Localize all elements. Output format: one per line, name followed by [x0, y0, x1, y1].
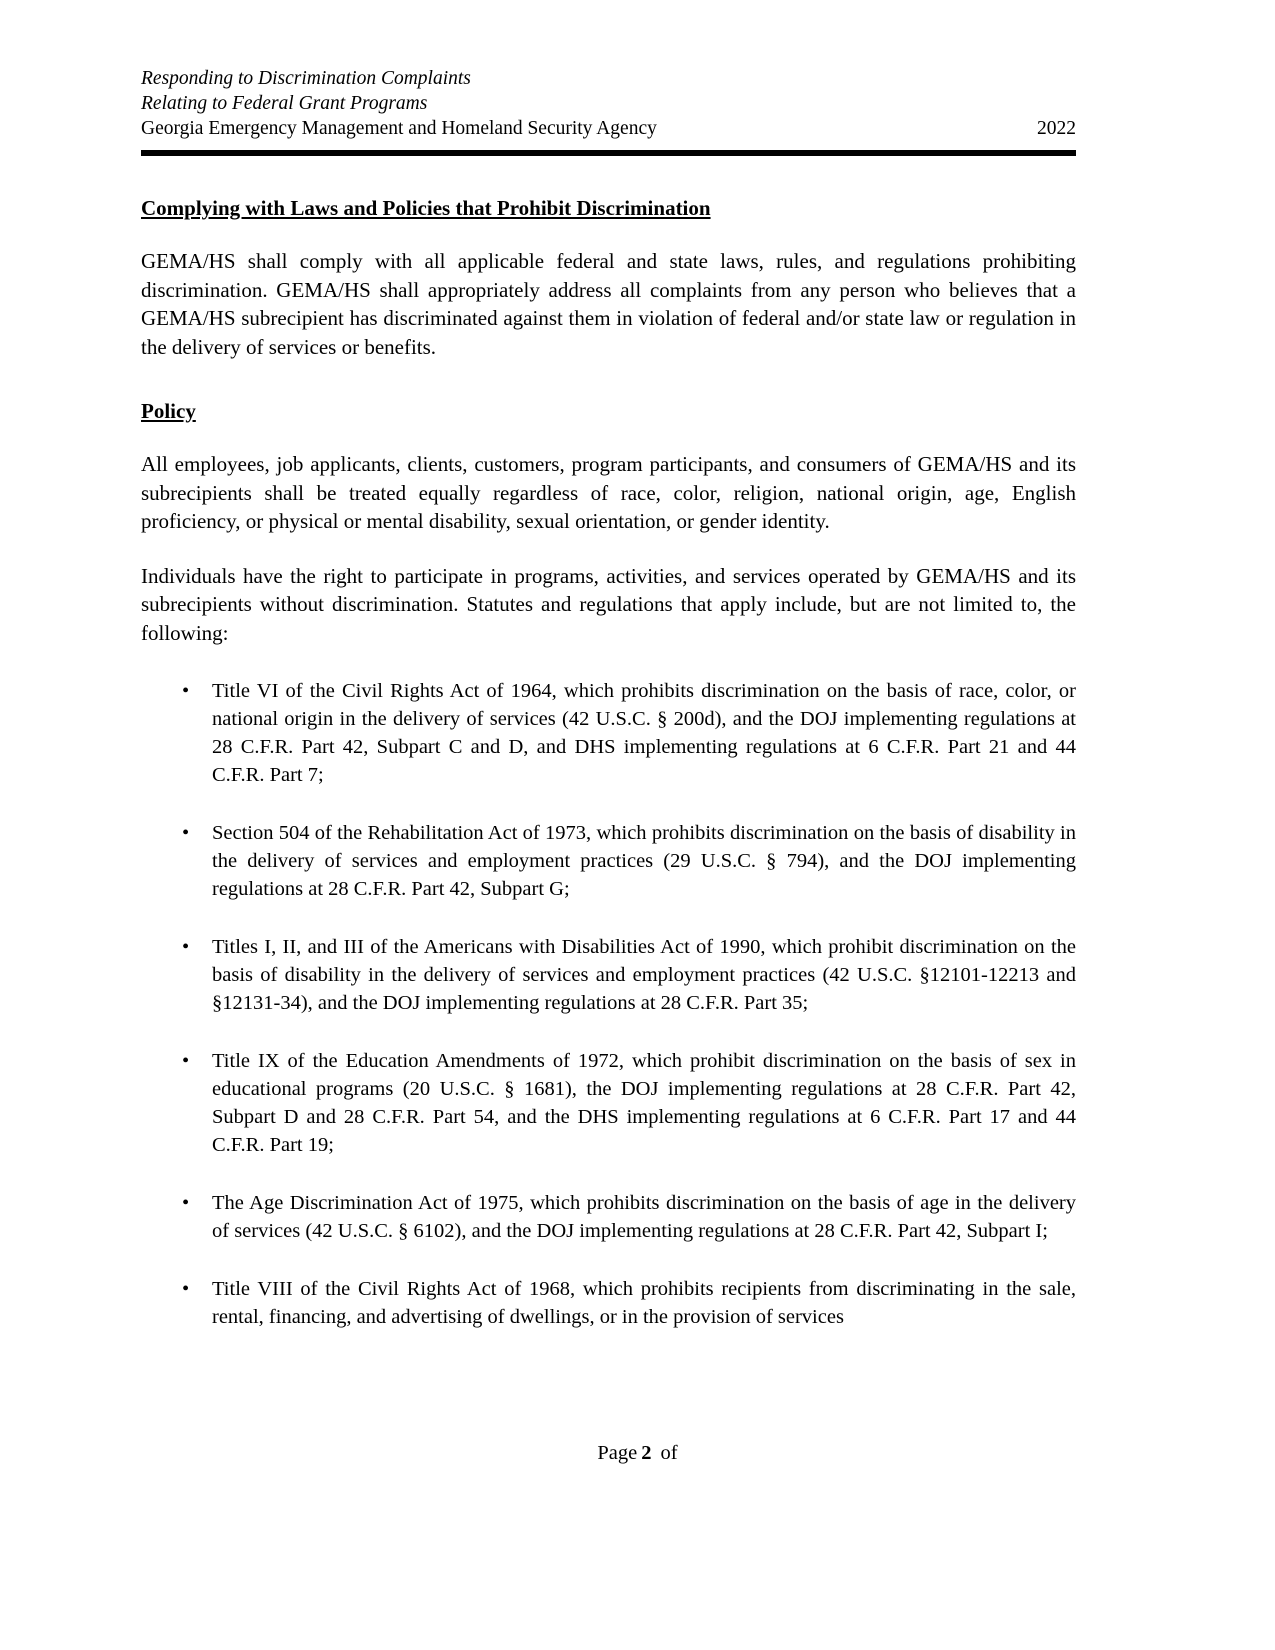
statute-text: Title VI of the Civil Rights Act of 1964, which prohibits discrimination on the basis of race, color, or national origin in the delivery of services (42 U.S.C. § 200d), and the DOJ implementing regulations at 28 C.F.R. Part 42, Subpart C and D, and DHS implementing regulations at 6 C.F.R. Part 21 and 44 C.F.R. Part 7; — [212, 680, 1076, 786]
bullet-icon: • — [182, 1192, 190, 1214]
section-heading-compliance: Complying with Laws and Policies that Prohibit Discrimination — [141, 196, 711, 220]
statute-text: Title VIII of the Civil Rights Act of 1968, which prohibits recipients from discriminating in the sale, rental, financing, and advertising of dwellings, or in the provision of services — [212, 1278, 1076, 1328]
list-item — [141, 933, 1076, 1017]
list-item — [141, 819, 1076, 903]
statute-list — [141, 677, 1076, 1331]
statute-text: The Age Discrimination Act of 1975, which prohibits discrimination on the basis of age in the delivery of services (42 U.S.C. § 6102), and the DOJ implementing regulations at 28 C.F.R. Part 42, Subpart I; — [212, 1192, 1076, 1242]
policy-paragraph-1: All employees, job applicants, clients, customers, program participants, and consumers of GEMA/HS and its subrecipients shall be treated equally regardless of race, color, religion, national origin, age, English proficiency, or physical or mental disability, sexual orientation, or gender identity. — [141, 452, 1076, 533]
compliance-paragraph: GEMA/HS shall comply with all applicable federal and state laws, rules, and regulations prohibiting discrimination. GEMA/HS shall appropriately address all complaints from any person who believes that a GEMA/HS subrecipient has discriminated against them in violation of federal and/or state law or regulation in the delivery of services or benefits. — [141, 249, 1076, 359]
document-header — [141, 0, 1076, 156]
statute-text: Title IX of the Education Amendments of 1972, which prohibit discrimination on the basis of sex in educational programs (20 U.S.C. § 1681), the DOJ implementing regulations at 28 C.F.R. Part 42, Subpart D and 28 C.F.R. Part 54, and the DHS implementing regulations at 6 C.F.R. Part 17 and 44 C.F.R. Part 19; — [212, 1050, 1076, 1156]
policy-paragraph-2: Individuals have the right to participate in programs, activities, and services operated by GEMA/HS and its subrecipients without discrimination. Statutes and regulations that apply include, but are not limited to, the following: — [141, 563, 1076, 645]
document-footer — [0, 1440, 1275, 1466]
list-item — [141, 1189, 1076, 1245]
list-item — [141, 1047, 1076, 1159]
header-year: 2022 — [1037, 118, 1076, 139]
bullet-icon: • — [182, 680, 190, 702]
header-agency-name: Georgia Emergency Management and Homeland Security Agency — [141, 118, 657, 139]
bullet-icon: • — [182, 936, 190, 958]
statute-text: Section 504 of the Rehabilitation Act of 1973, which prohibits discrimination on the basis of disability in the delivery of services and employment practices (29 U.S.C. § 794), and the DOJ implementing regulations at 28 C.F.R. Part 42, Subpart G; — [212, 822, 1076, 900]
section-heading-policy: Policy — [141, 399, 196, 423]
list-item — [141, 677, 1076, 789]
bullet-icon: • — [182, 1278, 190, 1300]
footer-page-number: 2 — [641, 1442, 652, 1464]
header-title-line-2: Relating to Federal Grant Programs — [141, 93, 428, 114]
statute-text: Titles I, II, and III of the Americans with Disabilities Act of 1990, which prohibit discrimination on the basis of disability in the delivery of services and employment practices (42 U.S.C. §12101-12213 and §12131-34), and the DOJ implementing regulations at 28 C.F.R. Part 35; — [212, 936, 1076, 1014]
header-agency-row — [141, 116, 1076, 142]
list-item — [141, 1275, 1076, 1331]
footer-of-label: of — [660, 1442, 678, 1464]
bullet-icon: • — [182, 1050, 190, 1072]
header-title-line-1: Responding to Discrimination Complaints — [141, 68, 471, 89]
bullet-icon: • — [182, 822, 190, 844]
header-divider-rule — [141, 150, 1076, 156]
page-content — [141, 0, 1076, 1331]
footer-page-label: Page — [597, 1442, 638, 1464]
